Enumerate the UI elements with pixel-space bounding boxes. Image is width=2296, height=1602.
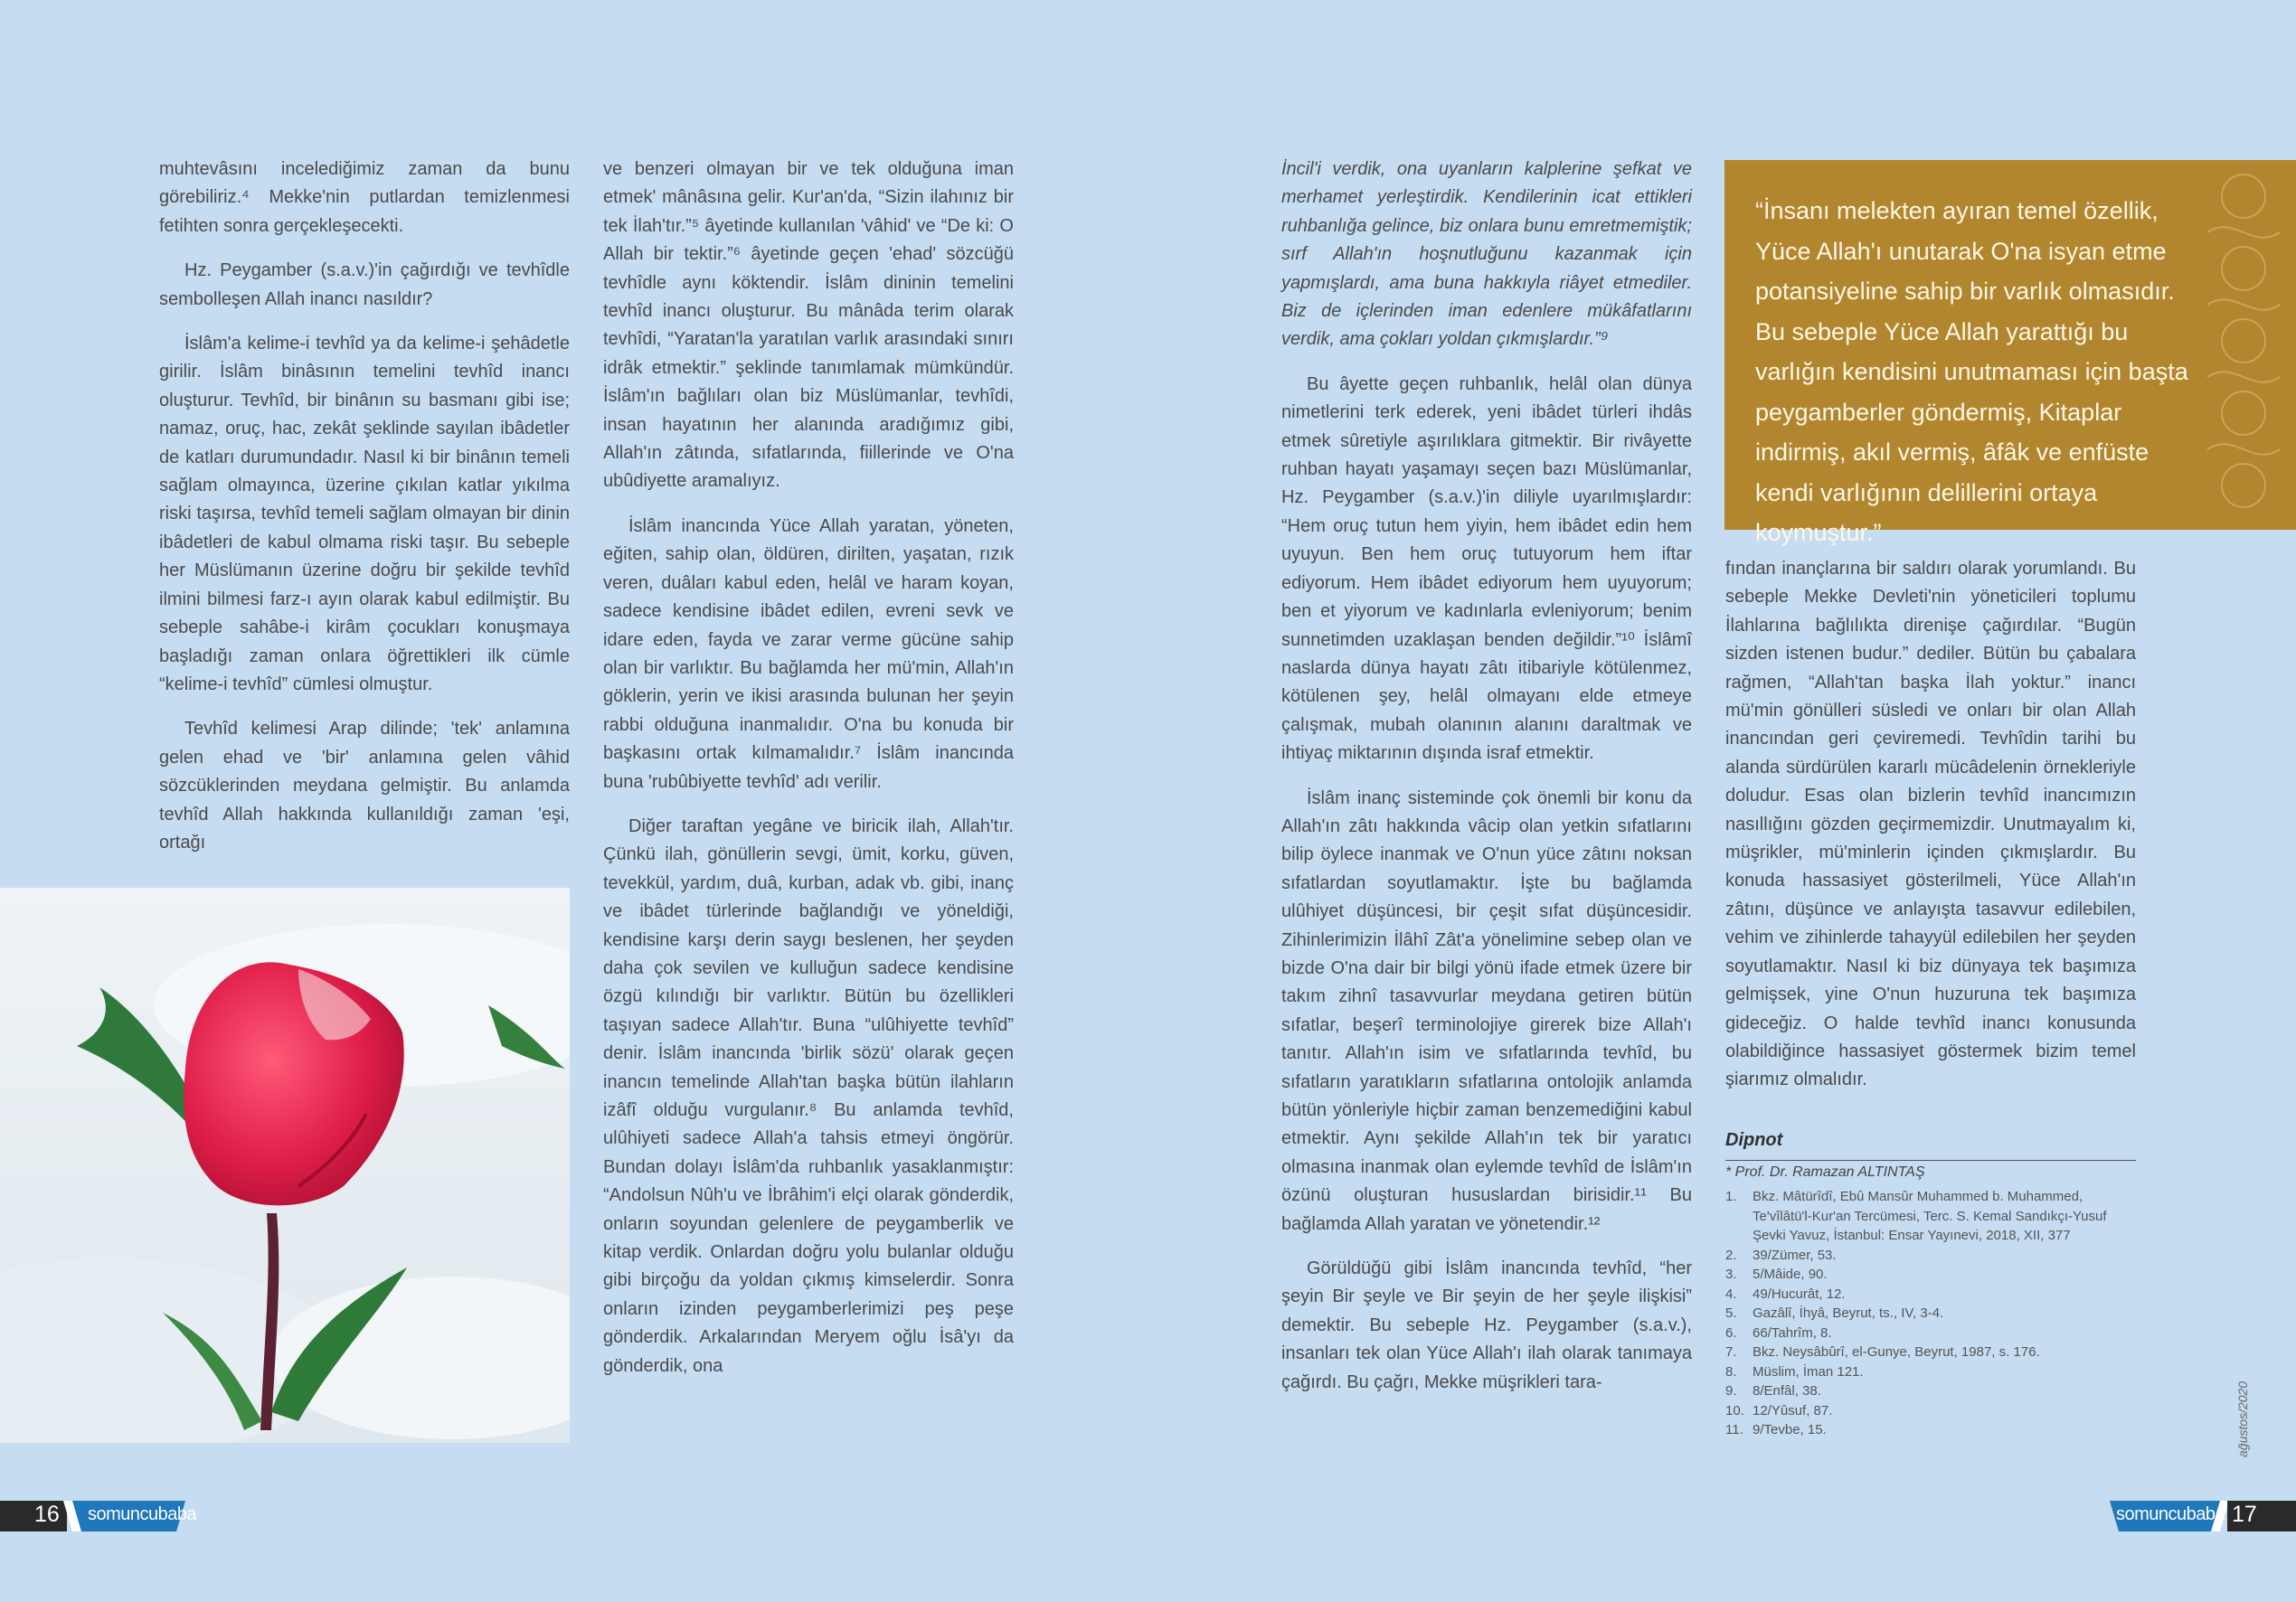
footnote-text: 49/Hucurât, 12.	[1753, 1286, 1846, 1302]
right-column-1	[1281, 155, 1692, 1413]
tulip-in-snow-photo	[0, 888, 570, 1443]
footnote-number: 2.	[1725, 1247, 1737, 1263]
footnote-item	[1725, 1343, 2141, 1362]
author-note: * Prof. Dr. Ramazan ALTINTAŞ	[1725, 1164, 1925, 1180]
footnote-text: Bkz. Mâtürîdî, Ebû Mansûr Muhammed b. Muhammed, Te'vîlâtü'l-Kur'an Tercümesi, Terc. S. Kemal Sandıkçı-Yusuf Şevki Yavuz, İstanbul: Ensar Yayınevi, 2018, XII, 377	[1753, 1189, 2107, 1243]
footnote-number: 10.	[1725, 1402, 1744, 1418]
issue-date: ağustos/2020	[2235, 1381, 2250, 1457]
paragraph: İslâm inanç sisteminde çok önemli bir konu da Allah'ın zâtı hakkında vâcip olan yetkin sıfatlarını bilip öylece inanmak ve O'nun yüce zâtını noksan sıfatlardan soyutlamaktır. İşte bu bağlamda ulûhiyet düşüncesi, bir çeşit sıfat düşüncesidir. Zihinlerimizin İlâhî Zât'a yönelimine sebep olan ve bizde O'na dair bir bilgi yönü ifade etmek üzere bir takım zihnî tasavvurlar meydana getiren bütün sıfatlar, beşerî terminolojiye girerek bize Allah'ı tanıtır. Allah'ın isim ve sıfatlarında tevhîd, bu sıfatların yaratıkların sıfatlarına ontolojik anlamda bütün yönleriyle hiçbir zaman benzemediğini kabul etmektir. Aynı şekilde Allah'ın tek bir yaratıcı olmasına inanmak olan eylemde tevhîd de İslâm'ın özünü oluşturan hususlardan birisidir.¹¹ Bu bağlamda Allah yaratan ve yönetendir.¹²	[1281, 787, 1692, 1234]
paragraph: ve benzeri olmayan bir ve tek olduğuna iman etmek' mânâsına gelir. Kur'an'da, “Sizin ilahınız bir tek İlah'tır.”⁵ âyetinde kullanılan 'vâhid' ve “De ki: O Allah bir tektir.”⁶ âyetinde geçen 'ehad' sözcüğü tevhîdle aynı köktendir. İslâm dininin temelini tevhîd inancı oluşturur. Bu mânâda terim olarak tevhîdi, “Yaratan'la yaratılan varlık arasındaki sınırı idrâk etmektir.” şeklinde tanımlamak mümkündür. İslâm'ın bağlıları olan biz Müslümanlar, tevhîdi, insan hayatının her alanında aradığımız gibi, Allah'ın zâtında, sıfatlarında, fiillerinde ve O'na ubûdiyette aramalıyız.	[603, 159, 1014, 492]
footnote-text: 8/Enfâl, 38.	[1753, 1383, 1821, 1399]
pull-quote-box	[1724, 160, 2296, 546]
footnote-number: 3.	[1725, 1267, 1737, 1282]
page-number-right: 17	[2232, 1502, 2257, 1527]
paragraph: Bu âyette geçen ruhbanlık, helâl olan dünya nimetlerini terk ederek, yeni ibâdet türleri ihdâs etmek sûretiyle aşırılıklara gitmektir. Bir rivâyette ruhban hayatı yaşamayı seçen bazı Müslümanlar, Hz. Peygamber (s.a.v.)'in diliyle uyarılmışlardır: “Hem oruç tutun hem yiyin, hem ibâdet edin hem uyuyun. Ben hem oruç tutuyorum hem iftar ediyorum. Hem ibâdet ediyorum hem uyuyorum; ben et yiyorum ve kadınlarla evleniyorum; benim sunnetimden uzaklaşan benden değildir.”¹⁰ İslâmî naslarda dünya hayatı zâtı itibariyle kötülenmez, kötülenen şey, helâl olmayanı elde etmeye çalışmak, mubah olanının alanını daraltmak ve ihtiyaç miktarının dışında israf etmektir.	[1281, 373, 1692, 764]
footnote-item	[1725, 1362, 2141, 1382]
footnote-text: 5/Mâide, 90.	[1753, 1267, 1828, 1282]
brand-logo-left: somuncubaba	[88, 1504, 197, 1524]
footnotes-title: Dipnot	[1725, 1130, 1783, 1150]
footnote-number: 6.	[1725, 1324, 1737, 1341]
footnote-number: 8.	[1725, 1363, 1737, 1380]
footnote-item	[1725, 1265, 2141, 1285]
paragraph: Tevhîd kelimesi Arap dilinde; 'tek' anlamına gelen ehad ve 'bir' anlamına gelen vâhid sözcüklerinden meydana gelmiştir. Bu anlamda tevhîd Allah hakkında kullanıldığı zaman 'eşi, ortağı	[159, 719, 570, 853]
footnote-item	[1725, 1285, 2141, 1305]
footnote-number: 11.	[1725, 1422, 1743, 1437]
footnote-item	[1725, 1187, 2141, 1246]
footnote-item	[1725, 1401, 2141, 1421]
paragraph: fından inançlarına bir saldırı olarak yorumlandı. Bu sebeple Mekke Devleti'nin yöneticileri toplumu İlahlarına bağlılıkta direnişe çağırdılar. “Bugün sizden istenen budur.” dediler. Bütün bu çabalara rağmen, “Allah'tan başka İlah yoktur.” inancı mü'min gönülleri süsledi ve onları bir olan Allah inancından geri çeviremedi. Tevhîdin tarihi bu alanda sürdürülen kararlı mücâdelenin örnekleriyle doludur. Esas olan bizlerin tevhîd inancımızın nasıllığını gözden geçirmemizdir. Unutmayalım ki, müşrikler, mü'minlerin içinden çıkmışlardır. Bu konuda hassasiyet gösterilmeli, Yüce Allah'ın zâtını, düşünce ve anlayışta tasavvur edilebilen, vehim ve zihinlerde tahayyül edilebilen her şeyden soyutlamaktır. Nasıl ki biz dünyaya tek başımıza gelmişsek, yine O'nun huzuruna tek başımıza gideceğiz. O halde tevhîd inancı konusunda olabildiğince hassasiyet göstermek bizim temel şiarımız olmalıdır.	[1725, 559, 2136, 1090]
paragraph: Hz. Peygamber (s.a.v.)'in çağırdığı ve tevhîdle sembolleşen Allah inancı nasıldır?	[159, 260, 570, 309]
footnote-item	[1725, 1324, 2141, 1343]
paragraph: İslâm'a kelime-i tevhîd ya da kelime-i şehâdetle girilir. İslâm binâsının temelini tevhîd inancı oluşturur. Tevhîd, bir binânın su basmanı gibi ise; namaz, oruç, hac, zekât şeklinde sayılan ibâdetler de katları durumundadır. Nasıl ki bir binânın temeli sağlam olmayınca, üzerine çıkılan katlar yıkılma riski taşırsa, tevhîd temeli sağlam olmayan bir dinin ibâdetleri de kabul olmama riski taşır. Bu sebeple her Müslümanın üzerine doğru bir şekilde tevhîd ilmini bilmesi farz-ı ayın olarak kabul edilmiştir. Bu sebeple sahâbe-i kirâm çocukları konuşmaya başladığı zaman onlara öğrettikleri ilk cümle “kelime-i tevhîd” cümlesi olmuştur.	[159, 334, 570, 694]
footnotes-divider	[1725, 1160, 2136, 1161]
footnotes-list	[1725, 1187, 2141, 1440]
footnote-number: 9.	[1725, 1383, 1737, 1399]
footnote-text: 66/Tahrîm, 8.	[1753, 1324, 1832, 1341]
paragraph: İncil'i verdik, ona uyanların kalplerine şefkat ve merhamet yerleştirdik. Kendilerinin icat ettikleri ruhbanlığa gelince, biz onlara bunu emretmemiştik; sırf Allah'ın hoşnutluğunu kazanmak için yapmışlardı, ama buna hakkıyla riâyet etmediler. Biz de içlerinden iman edenlere mükâfatlarını verdik, ama çokları yoldan çıkmışlardır.”⁹	[1281, 159, 1692, 350]
paragraph: Diğer taraftan yegâne ve biricik ilah, Allah'tır. Çünkü ilah, gönüllerin sevgi, ümit, korku, güven, tevekkül, yardım, duâ, kurban, adak vb. gibi, inanç ve ibâdet türlerinde bağlandığı ve yöneldiği, kendisine karşı derin saygı beslenen, her şeyden daha çok sevilen ve kulluğun sadece kendisine özgü kılındığı bir varlıktır. Bütün bu özellikleri taşıyan sadece Allah'tır. Buna “ulûhiyette tevhîd” denir. İslâm inancında 'birlik sözü' olarak geçen inancın temelinde Allah'tan başka bütün ilahların izâfî olduğu vurgulanır.⁸ Bu anlamda tevhîd, ulûhiyeti sadece Allah'a tahsis etmeyi öngörür. Bundan dolayı İslâm'da ruhbanlık yasaklanmıştır: “Andolsun Nûh'u ve İbrâhim'i elçi olarak gönderdik, onların soyundan gelenlere de peygamberlik ve kitap verdik. Onlardan doğru yolu bulanlar olduğu gibi birçoğu da yoldan çıkmış kimselerdir. Sonra onların izinden peygamberlerimizi peş peşe gönderdik. Arkalarından Meryem oğlu İsâ'yı da gönderdik, ona	[603, 815, 1014, 1376]
footnote-number: 1.	[1725, 1189, 1737, 1204]
footnote-item	[1725, 1381, 2141, 1401]
footnote-text: Bkz. Neysâbûrî, el-Gunye, Beyrut, 1987, s. 176.	[1753, 1344, 2040, 1360]
footnote-item	[1725, 1246, 2141, 1266]
left-column-2	[603, 155, 1014, 1397]
left-column-1	[159, 155, 570, 873]
paragraph: muhtevâsını incelediğimiz zaman da bunu görebiliriz.⁴ Mekke'nin putlardan temizlenmesi fetihten sonra gerçekleşecekti.	[159, 159, 570, 236]
paragraph: İslâm inancında Yüce Allah yaratan, yöneten, eğiten, sahip olan, öldüren, dirilten, yaşatan, rızık veren, duâları kabul eden, helâl ve haram koyan, sadece kendisine ibâdet edilen, evreni sevk ve idare eden, fayda ve zarar verme gücüne sahip olan bir varlıktır. Bu bağlamda her mü'min, Allah'ın göklerin, yerin ve ikisi arasında bulunan her şeyin rabbi olduğuna inanmalıdır. O'na bu konuda bir başkasını ortak kılmamalıdır.⁷ İslâm inancında buna 'rubûbiyette tevhîd' adı verilir.	[603, 515, 1014, 792]
footnote-text: 9/Tevbe, 15.	[1753, 1422, 1827, 1437]
footnote-text: 39/Zümer, 53.	[1753, 1247, 1837, 1263]
footnote-number: 5.	[1725, 1305, 1737, 1321]
paragraph: Görüldüğü gibi İslâm inancında tevhîd, “her şeyin Bir şeyle ve Bir şeyin de her şeyle ilişkisi” demektir. Bu sebeple Hz. Peygamber (s.a.v.), insanları tek olan Yüce Allah'ı ilah olarak tanımaya çağırdı. Bu çağrı, Mekke müşrikleri tara-	[1281, 1258, 1692, 1392]
footnote-text: Gazâlî, İhyâ, Beyrut, ts., IV, 3-4.	[1753, 1305, 1944, 1321]
footnote-item	[1725, 1420, 2141, 1440]
right-column-2	[1725, 555, 2136, 1111]
page-number-left: 16	[34, 1502, 60, 1527]
footnote-text: Müslim, İman 121.	[1753, 1363, 1864, 1380]
pull-quote-text: “İnsanı melekten ayıran temel özellik, Yüce Allah'ı unutarak O'na isyan etme potansiyeline sahip bir varlık olmasıdır. Bu sebeple Yüce Allah yarattığı bu varlığın kendisini unutmaması için başta peygamberler göndermiş, Kitaplar indirmiş, akıl vermiş, âfâk ve enfüste kendi varlığının delillerini ortaya koymuştur.”	[1755, 197, 2188, 546]
footnote-item	[1725, 1304, 2141, 1324]
footnote-number: 7.	[1725, 1344, 1737, 1360]
footnote-number: 4.	[1725, 1286, 1737, 1302]
brand-logo-right: somuncubaba	[2116, 1504, 2225, 1524]
footnote-text: 12/Yûsuf, 87.	[1753, 1402, 1833, 1418]
